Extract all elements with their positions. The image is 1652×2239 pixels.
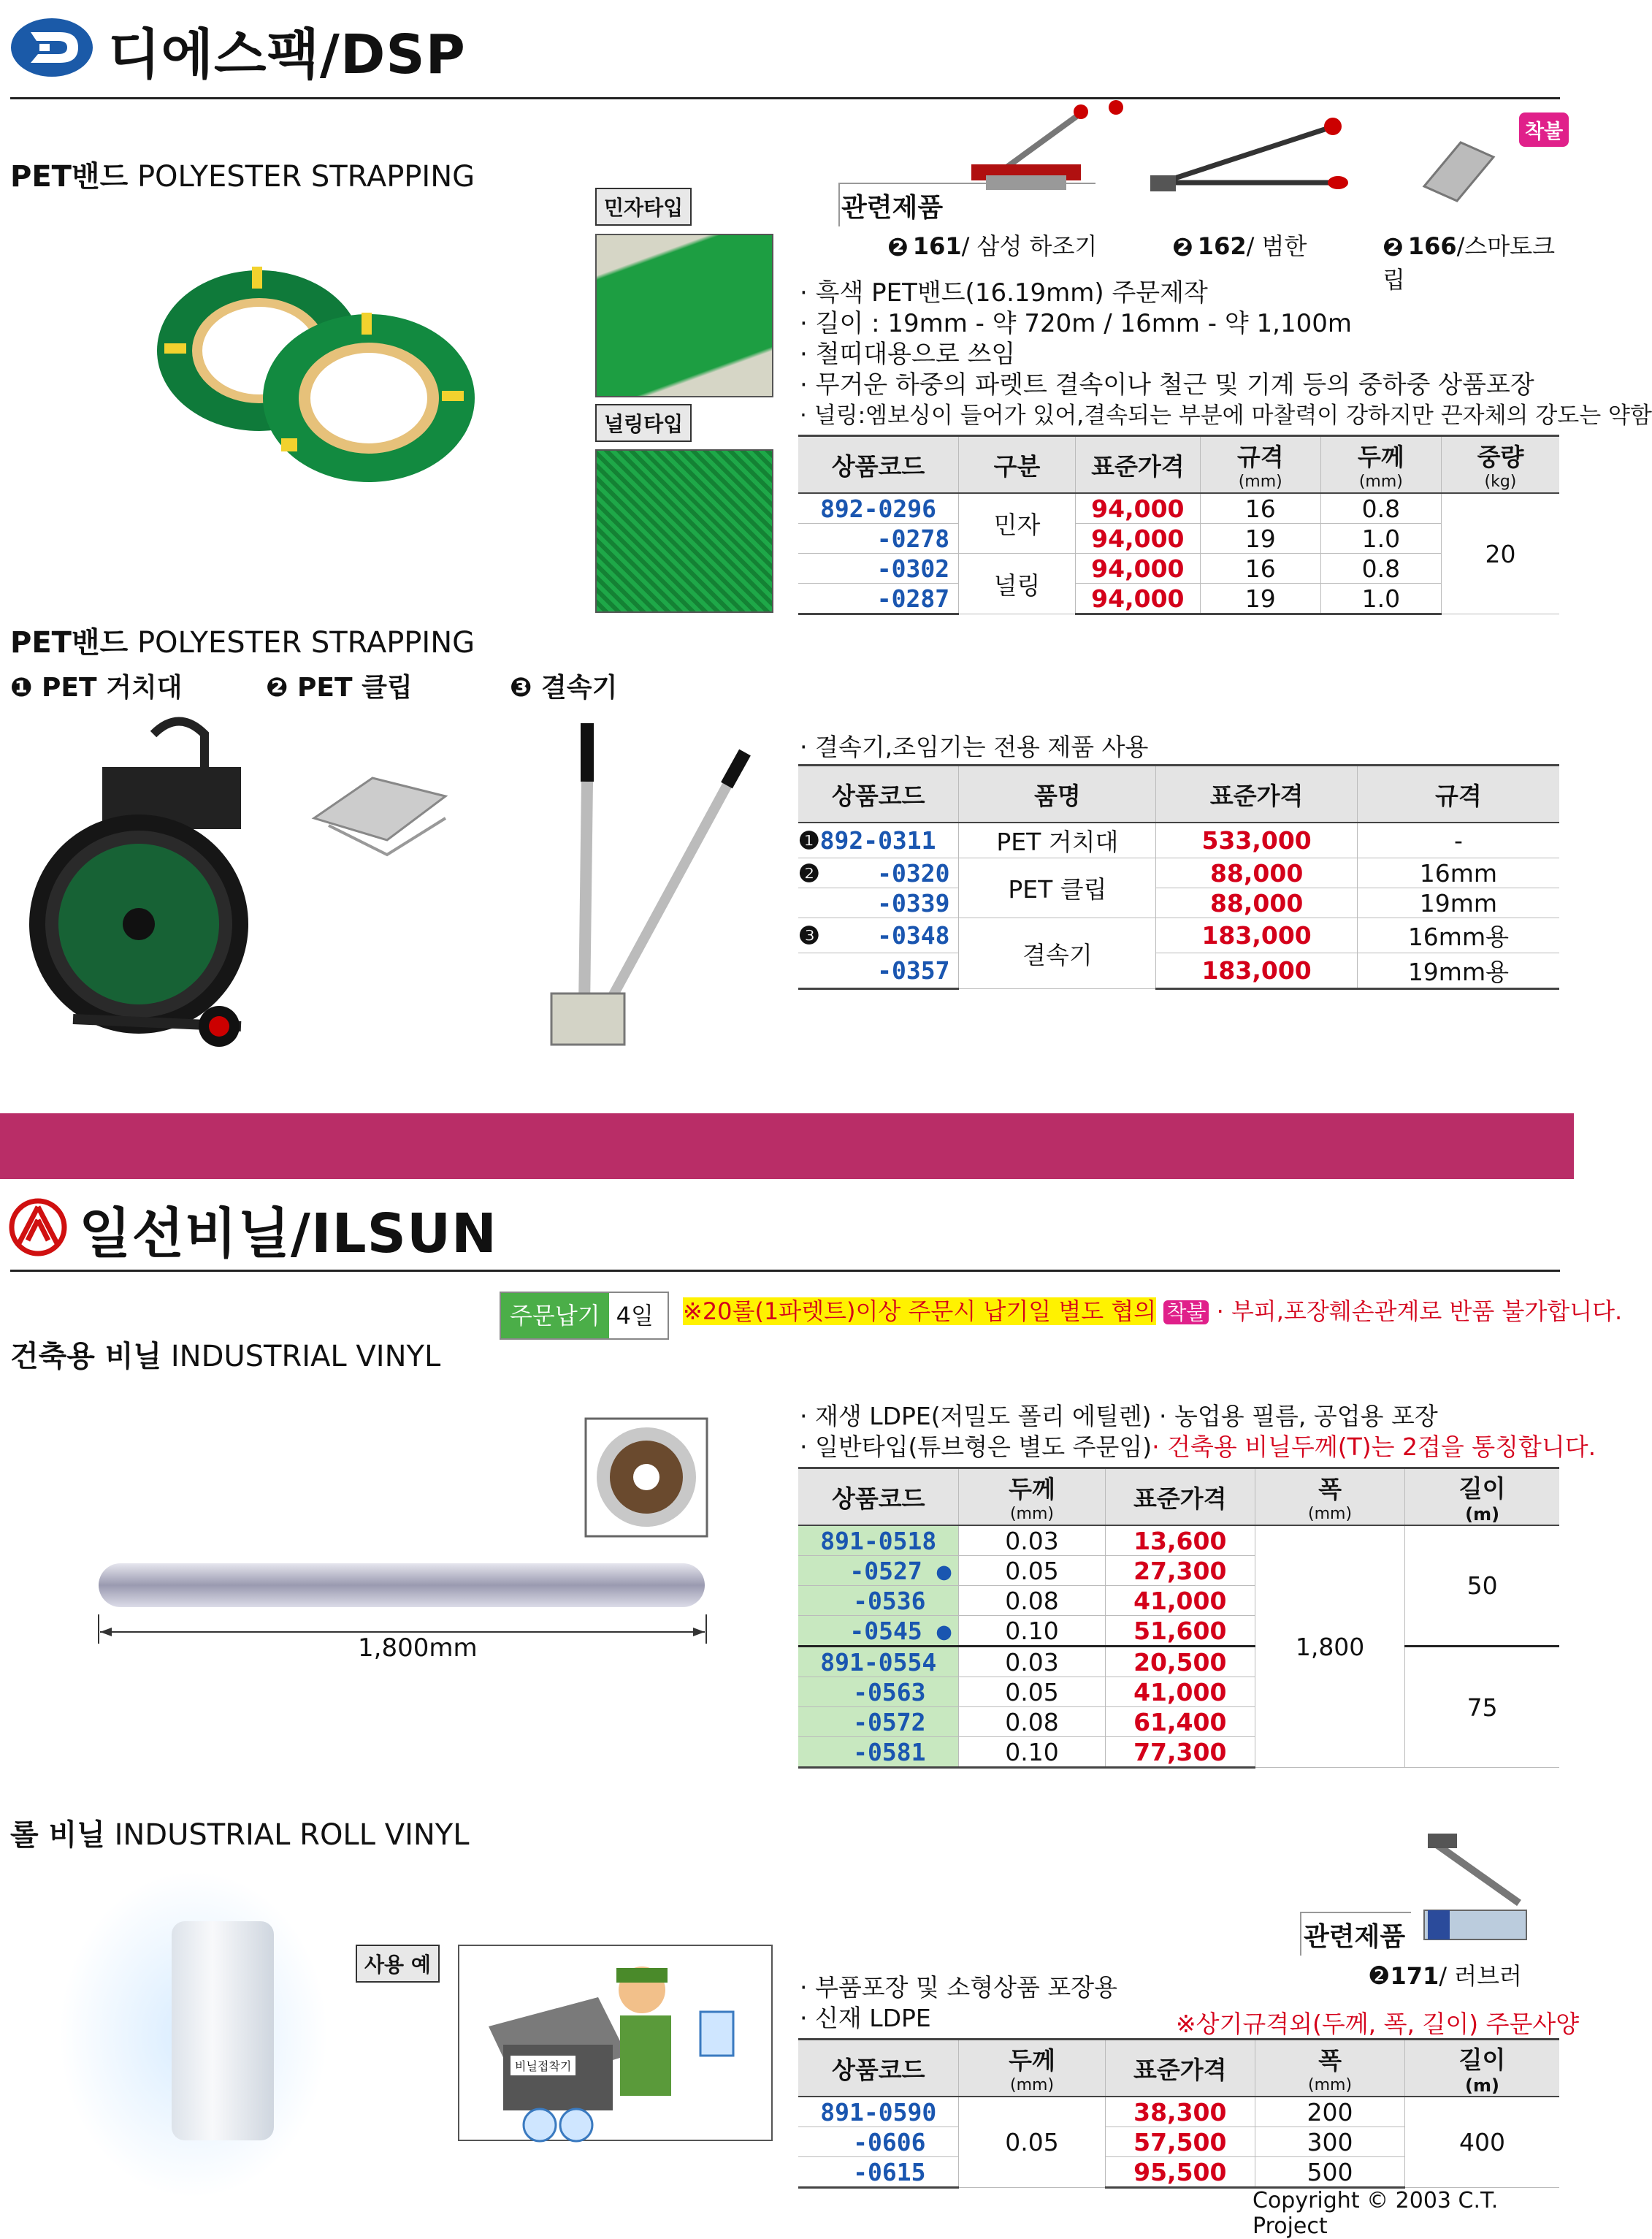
col-header-text: 규격 [1236, 443, 1284, 471]
pet-band-rolls-image [153, 241, 475, 489]
pet-accessory-title [10, 619, 475, 661]
product-code: -0339 [798, 888, 959, 918]
bullet: · 길이 : 19mm - 약 720m / 16mm - 약 1,100m [800, 309, 1352, 338]
price-cell: 41,000 [1105, 1677, 1255, 1707]
knurl-type-label: 널링타입 [595, 404, 692, 442]
col-header-text: 폭 [1318, 1475, 1342, 1503]
knurl-type-swatch [595, 449, 773, 613]
thick-cell: 0.10 [959, 1616, 1105, 1647]
sealer-tool-image [1147, 113, 1358, 208]
price-cell: 94,000 [1076, 554, 1201, 584]
price-cell: 95,500 [1105, 2157, 1255, 2188]
thick-cell: 0.8 [1320, 493, 1441, 524]
col-header [1255, 1468, 1404, 1526]
thick-cell: 0.05 [959, 1677, 1105, 1707]
item-num: ❶ [10, 673, 33, 703]
type-cell: 민자 [959, 493, 1076, 554]
col-header: 표준가격 [1105, 2040, 1255, 2097]
spec-cell: 19mm용 [1357, 953, 1559, 989]
col-header-text: 중량 [1477, 443, 1524, 471]
width-cell: 300 [1255, 2127, 1405, 2157]
price-cell: 183,000 [1156, 953, 1357, 989]
related-item-161[interactable] [887, 228, 1097, 262]
col-header: 표준가격 [1156, 766, 1357, 823]
vinyl-section-title [10, 1333, 440, 1375]
col-header [1405, 2040, 1559, 2097]
product-code: -0278 [798, 524, 959, 554]
product-code: -0357 [798, 953, 959, 989]
price-cell: 533,000 [1156, 823, 1357, 858]
col-header-text: 길이 [1458, 2045, 1506, 2074]
width-cell: 200 [1255, 2097, 1405, 2127]
roll-price-table [798, 2038, 1559, 2189]
price-cell: 38,300 [1105, 2097, 1255, 2127]
price-cell: 57,500 [1105, 2127, 1255, 2157]
delivery-badge [500, 1292, 669, 1340]
pet-clip-image [307, 767, 453, 862]
product-code: -0536 [798, 1586, 959, 1616]
thick-cell: 0.03 [959, 1647, 1105, 1677]
vinyl-bullets [800, 1401, 1596, 1462]
price-cell: 27,300 [1105, 1556, 1255, 1586]
length-cell: 400 [1405, 2097, 1559, 2188]
vinyl-price-table [798, 1467, 1559, 1769]
product-code: 891-0554 [798, 1647, 959, 1677]
table-row [798, 493, 1559, 524]
bullet: · 부품포장 및 소형상품 포장용 [800, 1973, 1117, 2002]
col-header [959, 1468, 1105, 1526]
related-page: 161 [912, 232, 962, 260]
copyright-footer: Copyright © 2003 C.T. Project [1253, 2188, 1499, 2239]
stock-dot-icon: ● [936, 1556, 952, 1585]
product-code: 891-0590 [798, 2097, 959, 2127]
section-divider-bar [0, 1113, 1574, 1179]
roll-notice: ※상기규격외(두께, 폭, 길이) 주문사양 [1176, 2010, 1580, 2038]
col-header [1405, 1468, 1559, 1526]
notice-text-2: · 부피,포장훼손관계로 반품 불가합니다. [1216, 1297, 1623, 1325]
vinyl-title-ko: 건축용 비닐 [10, 1340, 162, 1373]
ilsun-logo-icon [9, 1198, 67, 1256]
roll-title-en: INDUSTRIAL ROLL VINYL [114, 1818, 470, 1852]
sealer-sign: 비닐접착기 [510, 2056, 575, 2075]
col-header: 상품코드 [798, 436, 959, 494]
roll-bullets [800, 1972, 1117, 2034]
pet2-title-en: POLYESTER STRAPPING [137, 626, 475, 660]
product-code [798, 858, 959, 888]
table-row [798, 823, 1559, 858]
length-cell: 75 [1405, 1647, 1559, 1768]
related-num: ❷ [1368, 1961, 1391, 1991]
product-code: -0606 [798, 2127, 959, 2157]
col-header-text: 두께 [1009, 1475, 1055, 1503]
related-name: /스마토크립 [1383, 232, 1556, 294]
notice-text: ※20롤(1파렛트)이상 주문시 납기일 별도 협의 [683, 1297, 1157, 1325]
bullet: · 일반타입(튜브형은 별도 주문임) [800, 1433, 1152, 1461]
price-cell: 13,600 [1105, 1525, 1255, 1556]
related-label-2: 관련제품 [1304, 1922, 1406, 1952]
related-name: / 러브러 [1439, 1962, 1522, 1990]
item-num: ❷ [266, 673, 288, 703]
col-header [1441, 436, 1559, 494]
col-header: 상품코드 [798, 766, 959, 823]
sealer-tool-image-2 [526, 723, 760, 1059]
pet-dispenser-stand-image [29, 712, 270, 1063]
product-code: -0287 [798, 584, 959, 614]
related-item-171[interactable] [1368, 1958, 1522, 1991]
col-header: 상품코드 [798, 2040, 959, 2097]
item-label-sealer [510, 667, 617, 704]
vinyl-roll-end-image [584, 1417, 708, 1538]
worker-illustration [459, 1946, 771, 2140]
width-cell: 1,800 [1255, 1525, 1404, 1768]
name-cell: PET 거치대 [959, 823, 1156, 858]
related-page: 166 [1407, 232, 1457, 260]
table-row [798, 918, 1559, 953]
table-row [798, 2097, 1559, 2127]
plain-type-swatch [595, 234, 773, 397]
code-text: -0527 [849, 1556, 922, 1585]
row-num: ❶ [798, 826, 820, 855]
table-row [798, 953, 1559, 989]
pet-bullets [800, 278, 1652, 431]
usage-example-image [458, 1945, 773, 2141]
thick-cell: 0.05 [959, 2097, 1105, 2188]
product-code: -0615 [798, 2157, 959, 2188]
item-label: PET 클립 [297, 673, 413, 703]
col-header: 품명 [959, 766, 1156, 823]
bullet: · 널링:엠보싱이 들어가 있어,결속되는 부분에 마찰력이 강하지만 끈자체의 강도는 약함 [800, 403, 1652, 429]
thick-cell: 1.0 [1320, 584, 1441, 614]
delivery-label: 주문납기 [501, 1293, 609, 1338]
spec-cell: 19 [1200, 524, 1320, 554]
plain-type-label: 민자타입 [595, 188, 692, 226]
bullet: · 흑색 PET밴드(16.19mm) 주문제작 [800, 278, 1208, 308]
item-label-clip [266, 667, 413, 704]
roll-title-ko: 롤 비닐 [10, 1818, 105, 1852]
spec-cell: 16mm용 [1357, 918, 1559, 953]
product-code: -0581 [798, 1737, 959, 1768]
col-header-text: 두께 [1357, 443, 1404, 471]
col-unit: (mm) [1308, 2076, 1353, 2094]
item-label-stand [10, 667, 182, 704]
header-divider [10, 97, 1560, 99]
col-header-text: 길이 [1458, 1473, 1506, 1503]
price-cell: 51,600 [1105, 1616, 1255, 1647]
table-row [798, 858, 1559, 888]
col-header [1255, 2040, 1405, 2097]
price-cell: 183,000 [1156, 918, 1357, 953]
table-row [798, 1647, 1559, 1677]
price-cell: 20,500 [1105, 1647, 1255, 1677]
price-cell: 88,000 [1156, 858, 1357, 888]
name-cell: 결속기 [959, 918, 1156, 989]
item-num: ❸ [510, 673, 532, 703]
price-cell: 94,000 [1076, 493, 1201, 524]
bullet-red: · 건축용 비닐두께(T)는 2겹을 통칭합니다. [1152, 1433, 1596, 1461]
product-code: -0302 [798, 554, 959, 584]
code-text: -0348 [877, 921, 950, 950]
pet-price-table [798, 435, 1559, 615]
col-unit: (mm) [1358, 473, 1403, 491]
product-code: 892-0296 [798, 493, 959, 524]
col-header [1320, 436, 1441, 494]
related-num: ❷ [1172, 233, 1193, 262]
row-num: ❷ [798, 858, 820, 888]
ilsun-brand-title: 일선비닐/ILSUN [79, 1202, 497, 1265]
tensioner-tool-image [957, 99, 1095, 201]
thick-cell: 0.08 [959, 1707, 1105, 1737]
related-name: / 삼성 하조기 [961, 232, 1098, 260]
col-header: 구분 [959, 436, 1076, 494]
spec-cell: - [1357, 823, 1559, 858]
roll-vinyl-image [172, 1921, 274, 2140]
item-label: PET 거치대 [42, 673, 183, 703]
length-cell: 50 [1405, 1525, 1559, 1647]
product-code: 891-0518 [798, 1525, 959, 1556]
cod-badge-2: 착불 [1163, 1300, 1209, 1324]
spec-cell: 19mm [1357, 888, 1559, 918]
thick-cell: 0.10 [959, 1737, 1105, 1768]
dsp-logo-icon [9, 16, 95, 79]
dimension-label: 1,800mm [358, 1633, 478, 1663]
bullet: · 철띠대용으로 쓰임 [800, 340, 1016, 369]
width-cell: 500 [1255, 2157, 1405, 2188]
price-cell: 88,000 [1156, 888, 1357, 918]
price-cell: 94,000 [1076, 584, 1201, 614]
vinyl-title-en: INDUSTRIAL VINYL [170, 1340, 441, 1373]
price-cell: 77,300 [1105, 1737, 1255, 1768]
vinyl-roll-image [99, 1563, 705, 1607]
col-unit: (mm) [1009, 1505, 1054, 1523]
col-header-text: 두께 [1009, 2046, 1055, 2075]
smart-clip-image [1410, 128, 1504, 208]
product-code: -0572 [798, 1707, 959, 1737]
spec-cell: 16mm [1357, 858, 1559, 888]
col-header: 표준가격 [1105, 1468, 1255, 1526]
spec-cell: 16 [1200, 554, 1320, 584]
pet-section-title [10, 153, 475, 195]
related-page: 162 [1197, 232, 1247, 260]
thick-cell: 0.05 [959, 1556, 1105, 1586]
bullet: · 재생 LDPE(저밀도 폴리 에틸렌) · 농업용 필름, 공업용 포장 [800, 1402, 1438, 1430]
thick-cell: 0.03 [959, 1525, 1105, 1556]
impulse-sealer-image [1410, 1823, 1530, 1950]
vinyl-notice [683, 1293, 1622, 1327]
col-header: 표준가격 [1076, 436, 1201, 494]
thick-cell: 0.8 [1320, 554, 1441, 584]
pet-title-en: POLYESTER STRAPPING [137, 160, 475, 194]
dsp-brand-title: 디에스팩/DSP [108, 23, 466, 86]
roll-section-title [10, 1812, 470, 1853]
stock-dot-icon: ● [936, 1616, 952, 1645]
cod-badge: 착불 [1519, 112, 1569, 147]
weight-cell: 20 [1441, 493, 1559, 614]
col-unit: (mm) [1238, 473, 1282, 491]
product-code [798, 918, 959, 953]
product-code [798, 1556, 959, 1586]
pet2-note: · 결속기,조임기는 전용 제품 사용 [800, 733, 1149, 761]
col-unit: (mm) [1010, 2076, 1055, 2094]
price-cell: 41,000 [1105, 1586, 1255, 1616]
related-num: ❷ [1383, 233, 1404, 262]
bullet: · 신재 LDPE [800, 2004, 931, 2032]
usage-label: 사용 예 [356, 1945, 440, 1983]
code-text: -0545 [849, 1616, 922, 1645]
code-text: 892-0311 [819, 826, 936, 855]
col-unit: (mm) [1308, 1505, 1353, 1523]
pet-title-ko: PET밴드 [10, 160, 129, 194]
pet-accessory-table [798, 764, 1559, 990]
related-page: 171 [1390, 1962, 1439, 1990]
product-code [798, 823, 959, 858]
thick-cell: 0.08 [959, 1586, 1105, 1616]
code-text: -0320 [877, 858, 950, 888]
spec-cell: 16 [1200, 493, 1320, 524]
product-code [798, 1616, 959, 1647]
name-cell: PET 클립 [959, 858, 1156, 918]
col-unit: (m) [1465, 1503, 1500, 1525]
col-header [959, 2040, 1105, 2097]
col-header [1200, 436, 1320, 494]
table-row [798, 1525, 1559, 1556]
related-name: / 범한 [1246, 232, 1307, 260]
col-header: 규격 [1357, 766, 1559, 823]
related-label: 관련제품 [841, 193, 944, 223]
delivery-days: 4일 [609, 1293, 661, 1338]
col-unit: (m) [1465, 2075, 1499, 2096]
pet2-title-ko: PET밴드 [10, 626, 129, 660]
header-divider-2 [10, 1270, 1560, 1272]
col-header-text: 폭 [1318, 2046, 1342, 2075]
price-cell: 94,000 [1076, 524, 1201, 554]
table-row [798, 888, 1559, 918]
spec-cell: 19 [1200, 584, 1320, 614]
thick-cell: 1.0 [1320, 524, 1441, 554]
col-header: 상품코드 [798, 1468, 959, 1526]
col-unit: (kg) [1484, 473, 1517, 491]
related-item-162[interactable] [1172, 228, 1307, 262]
product-code: -0563 [798, 1677, 959, 1707]
price-cell: 61,400 [1105, 1707, 1255, 1737]
type-cell: 널링 [959, 554, 1076, 614]
item-label: 결속기 [541, 673, 618, 703]
bullet: · 무거운 하중의 파렛트 결속이나 철근 및 기계 등의 중하중 상품포장 [800, 370, 1534, 400]
row-num: ❸ [798, 921, 820, 950]
related-num: ❷ [887, 233, 909, 262]
